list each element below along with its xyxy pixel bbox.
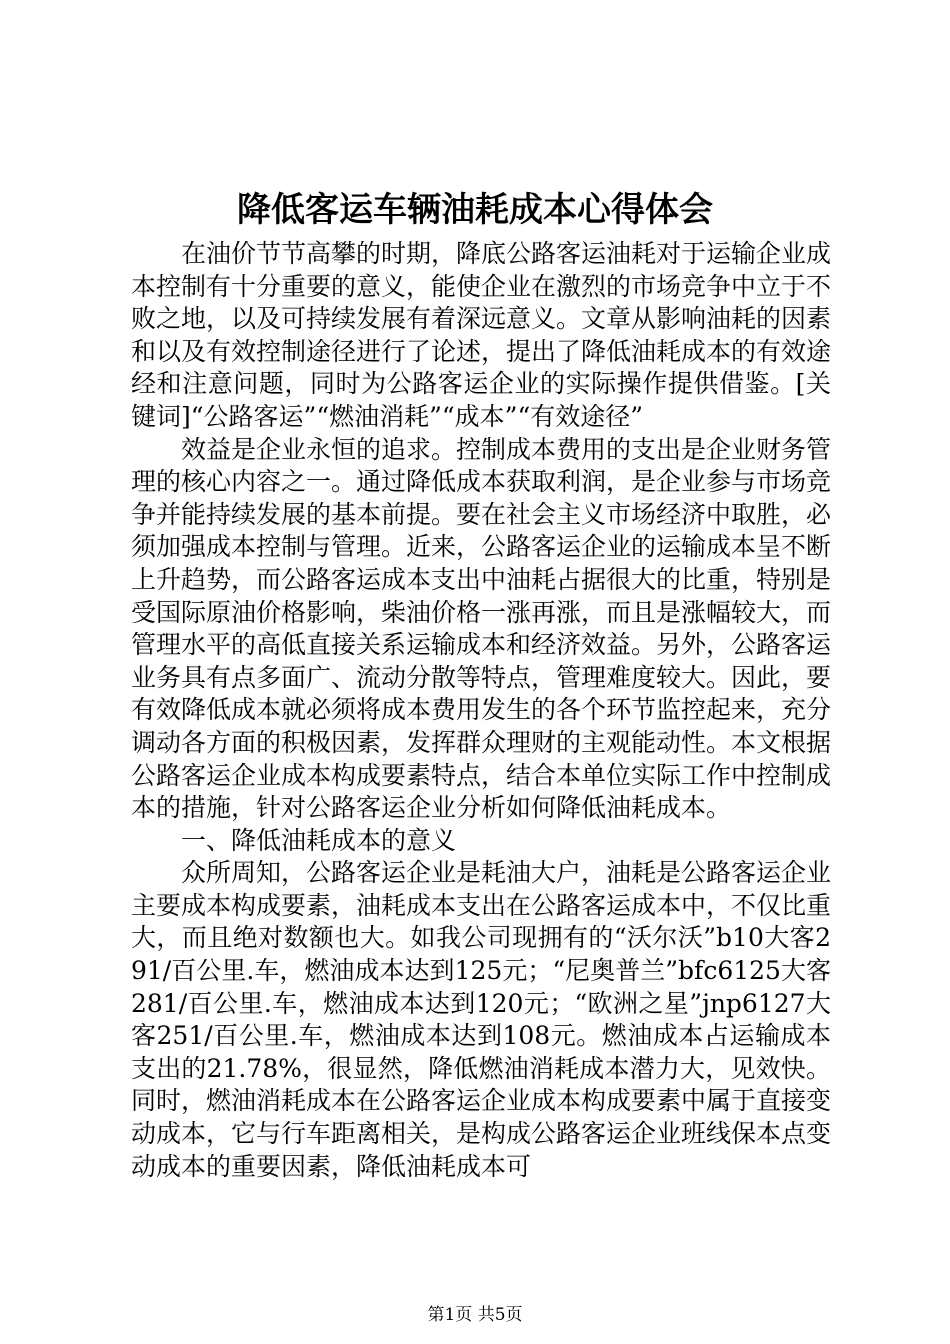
document-title: 降低客运车辆油耗成本心得体会 <box>237 190 713 230</box>
paragraph-section-one: 众所周知，公路客运企业是耗油大户，油耗是公路客运企业主要成本构成要素，油耗成本支出在公路客运成本中，不仅比重大，而且绝对数额也大。如我公司现拥有的“沃尔沃”b10大客291/百公里.车，燃油成本达到125元；“尼奥普兰”bfc6125大客281/百公里.车，燃油成本达到120元；“欧洲之星”jnp6127大客251/百公里.车，燃油成本达到108元。燃油成本占运输成本支出的21.78%，很显然，降低燃油消耗成本潜力大，见效快。同时，燃油消耗成本在公路客运企业成本构成要素中属于直接变动成本，它与行车距离相关，是构成公路客运企业班线保本点变动成本的重要因素，降低油耗成本可 <box>131 858 832 1181</box>
section-heading: 一、降低油耗成本的意义 <box>181 825 457 855</box>
paragraph-introduction: 效益是企业永恒的追求。控制成本费用的支出是企业财务管理的核心内容之一。通过降低成本获取利润，是企业参与市场竞争并能持续发展的基本前提。要在社会主义市场经济中取胜，必须加强成本控制与管理。近来，公路客运企业的运输成本呈不断上升趋势，而公路客运成本支出中油耗占据很大的比重，特别是受国际原油价格影响，柴油价格一涨再涨，而且是涨幅较大，而管理水平的高低直接关系运输成本和经济效益。另外，公路客运业务具有点多面广、流动分散等特点，管理难度较大。因此，要有效降低成本就必须将成本费用发生的各个环节监控起来，充分调动各方面的积极因素，发挥群众理财的主观能动性。本文根据公路客运企业成本构成要素特点，结合本单位实际工作中控制成本的措施，针对公路客运企业分析如何降低油耗成本。 <box>131 434 832 823</box>
document-body <box>131 238 831 1183</box>
page-number-footer: 第1页 共5页 <box>427 1305 523 1325</box>
paragraph-abstract: 在油价节节高攀的时期，降底公路客运油耗对于运输企业成本控制有十分重要的意义，能使企业在激烈的市场竞争中立于不败之地，以及可持续发展有着深远意义。文章从影响油耗的因素和以及有效控制途径进行了论述，提出了降低油耗成本的有效途经和注意问题，同时为公路客运企业的实际操作提供借鉴。[关键词]“公路客运”“燃油消耗”“成本”“有效途径” <box>131 239 832 431</box>
